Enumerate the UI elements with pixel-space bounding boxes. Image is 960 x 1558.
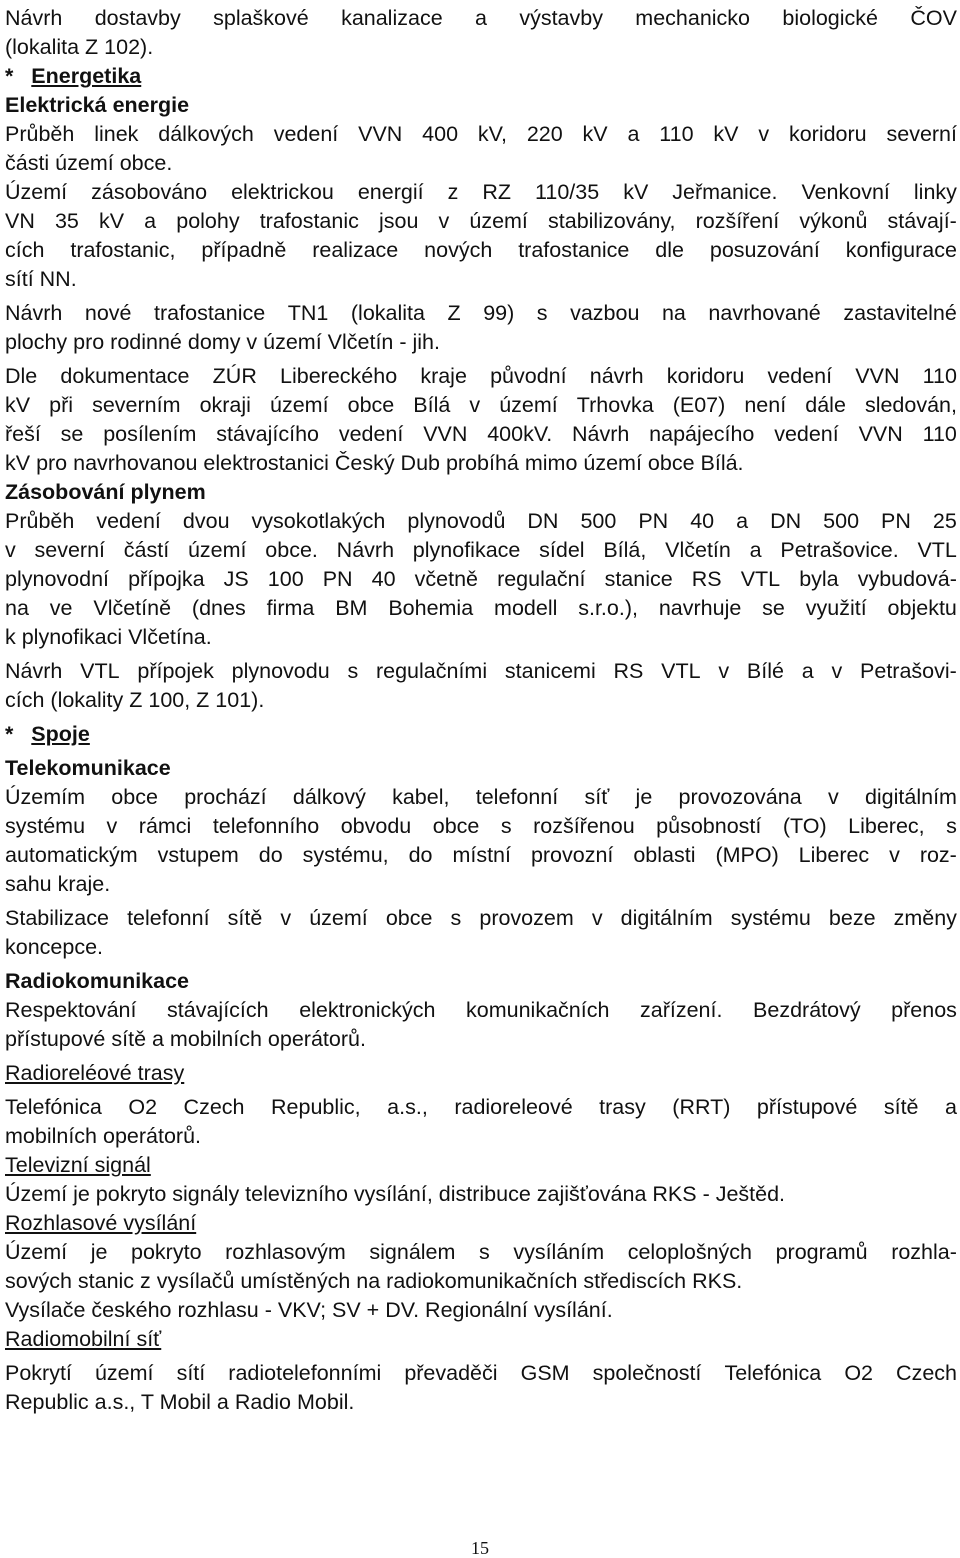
text-line: kV při severním okraji území obce Bílá v území Trhovka (E07) není dále sledován, (5, 393, 957, 417)
paragraph-elektricka-2 (5, 178, 957, 294)
text-line: sahu kraje. (5, 872, 111, 896)
subheading-rozhlasove-vysilani: Rozhlasové vysílání (5, 1211, 197, 1235)
text-line: automatickým vstupem do systému, do místní provozní oblasti (MPO) Liberec v roz- (5, 843, 957, 867)
subheading-televizni-signal: Televizní signál (5, 1153, 151, 1177)
paragraph-rozhlas-1 (5, 1238, 957, 1296)
text-line: Návrh dostavby splaškové kanalizace a výstavby mechanicko biologické ČOV (5, 6, 957, 30)
text-line: cích (lokality Z 100, Z 101). (5, 688, 265, 712)
subheading-radiomobilni-sit: Radiomobilní síť (5, 1327, 162, 1351)
text-line: VN 35 kV a polohy trafostanic jsou v území stabilizovány, rozšíření výkonů stávají- (5, 209, 957, 233)
text-line: k plynofikaci Vlčetína. (5, 625, 212, 649)
section-bullet: * (5, 722, 14, 746)
text-line: Pokrytí území sítí radiotelefonními převaděči GSM společností Telefónica O2 Czech (5, 1361, 957, 1385)
section-heading-spoje (5, 720, 957, 749)
text-line: sítí NN. (5, 267, 77, 291)
text-line: části území obce. (5, 151, 173, 175)
text-line: Stabilizace telefonní sítě v území obce s provozem v digitálním systému beze změny (5, 906, 957, 930)
text-line: Území je pokryto rozhlasovým signálem s vysíláním celoplošných programů rozhla- (5, 1240, 957, 1264)
text-line: Respektování stávajících elektronických komunikačních zařízení. Bezdrátový přenos (5, 998, 957, 1022)
text-line: Průběh linek dálkových vedení VVN 400 kV, 220 kV a 110 kV v koridoru severní (5, 122, 957, 146)
text-line: Dle dokumentace ZÚR Libereckého kraje původní návrh koridoru vedení VVN 110 (5, 364, 957, 388)
paragraph-elektricka-1 (5, 120, 957, 178)
paragraph-intro (5, 4, 957, 62)
subheading-radiokomunikace: Radiokomunikace (5, 969, 189, 993)
paragraph-telekom-2 (5, 904, 957, 962)
paragraph-rrt (5, 1093, 957, 1151)
paragraph-rozhlas-2 (5, 1296, 957, 1325)
subheading-radioreleove-trasy: Radioreléové trasy (5, 1061, 185, 1085)
text-line: přístupové sítě a mobilních operátorů. (5, 1027, 366, 1051)
text-line: mobilních operátorů. (5, 1124, 201, 1148)
paragraph-elektricka-4 (5, 362, 957, 478)
text-line: Územím obce prochází dálkový kabel, telefonní síť je provozována v digitálním (5, 785, 957, 809)
text-line: systému v rámci telefonního obvodu obce s rozšířenou působností (TO) Liberec, s (5, 814, 957, 838)
paragraph-plyn-1 (5, 507, 957, 652)
text-line: na ve Vlčetíně (dnes firma BM Bohemia modell s.r.o.), navrhuje se využití objektu (5, 596, 957, 620)
paragraph-plyn-2 (5, 657, 957, 715)
text-line: sových stanic z vysílačů umístěných na radiokomunikačních střediscích RKS. (5, 1269, 743, 1293)
text-line: plochy pro rodinné domy v území Vlčetín - jih. (5, 330, 440, 354)
text-line: Republic a.s., T Mobil a Radio Mobil. (5, 1390, 355, 1414)
paragraph-telekom-1 (5, 783, 957, 899)
text-line: Návrh VTL přípojek plynovodu s regulačními stanicemi RS VTL v Bílé a v Petrašovi- (5, 659, 957, 683)
text-line: Území zásobováno elektrickou energií z RZ 110/35 kV Jeřmanice. Venkovní linky (5, 180, 957, 204)
text-line: koncepce. (5, 935, 104, 959)
section-heading-energetika (5, 62, 957, 91)
text-line: Návrh nové trafostanice TN1 (lokalita Z 99) s vazbou na navrhované zastavitelné (5, 301, 957, 325)
text-line: v severní částí území obce. Návrh plynofikace sídel Bílá, Vlčetín a Petrašovice. VTL (5, 538, 957, 562)
subheading-telekomunikace: Telekomunikace (5, 756, 171, 780)
text-line: kV pro navrhovanou elektrostanici Český Dub probíhá mimo území obce Bílá. (5, 451, 744, 475)
subheading-elektricka-energie: Elektrická energie (5, 93, 190, 117)
text-line: Průběh vedení dvou vysokotlakých plynovodů DN 500 PN 40 a DN 500 PN 25 (5, 509, 957, 533)
paragraph-tv (5, 1180, 957, 1209)
section-bullet: * (5, 64, 14, 88)
text-line: Území je pokryto signály televizního vysílání, distribuce zajišťována RKS - Ještěd. (5, 1182, 786, 1206)
text-line: Vysílače českého rozhlasu - VKV; SV + DV. Regionální vysílání. (5, 1298, 613, 1322)
text-line: cích trafostanic, případně realizace nových trafostanice dle posuzování konfigurace (5, 238, 957, 262)
paragraph-mobil (5, 1359, 957, 1417)
paragraph-elektricka-3 (5, 299, 957, 357)
text-line: (lokalita Z 102). (5, 35, 154, 59)
document-page (5, 4, 957, 1417)
text-line: řeší se posílením stávajícího vedení VVN 400kV. Návrh napájecího vedení VVN 110 (5, 422, 957, 446)
text-line: plynovodní přípojka JS 100 PN 40 včetně regulační stanice RS VTL byla vybudová- (5, 567, 957, 591)
subheading-zasobovani-plynem: Zásobování plynem (5, 480, 206, 504)
text-line: Telefónica O2 Czech Republic, a.s., radioreleové trasy (RRT) přístupové sítě a (5, 1095, 957, 1119)
page-number: 15 (471, 1538, 489, 1558)
paragraph-radio-1 (5, 996, 957, 1054)
section-title: Spoje (31, 722, 90, 746)
section-title: Energetika (31, 64, 142, 88)
